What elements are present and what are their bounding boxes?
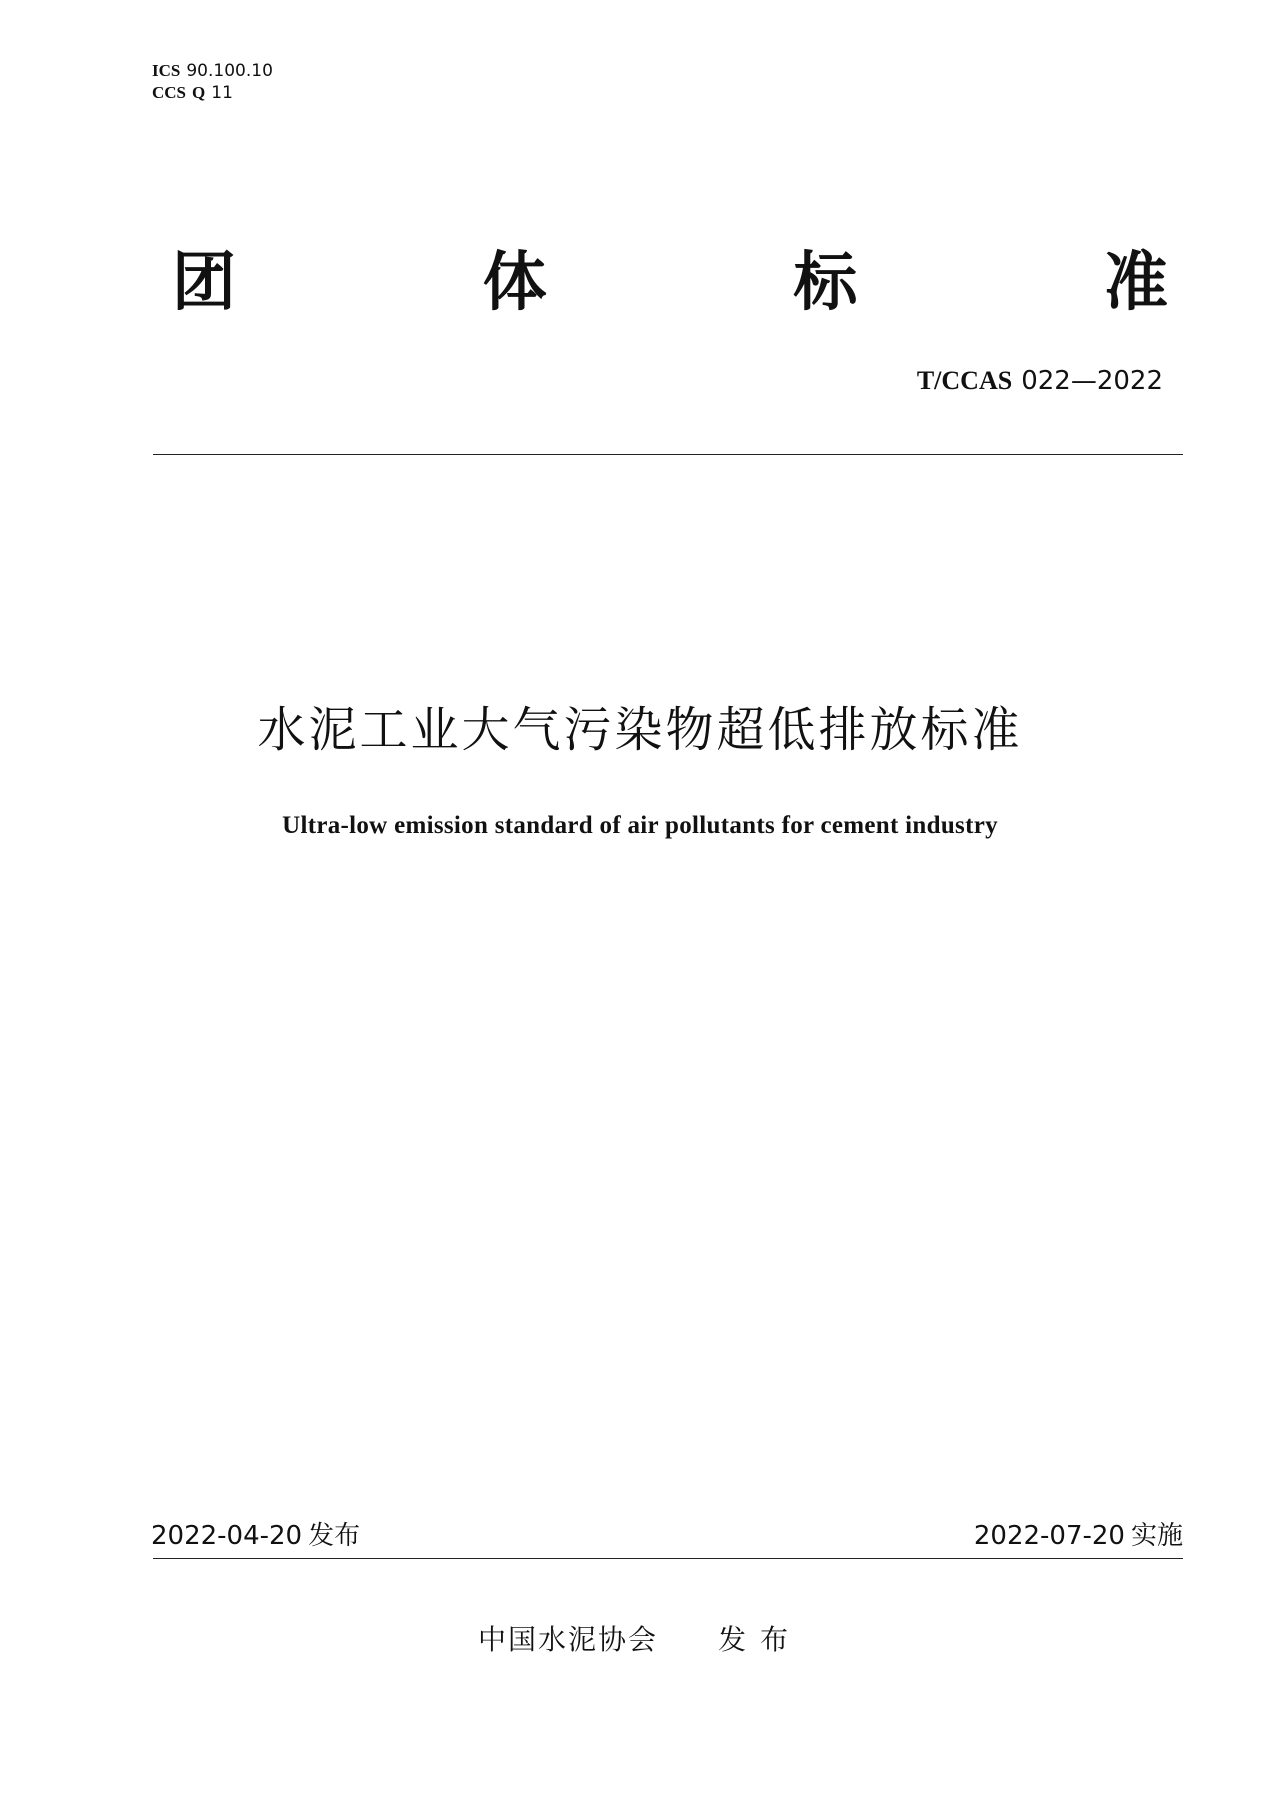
standard-type-char: 体	[482, 246, 547, 320]
ics-value: 90.100.10	[186, 61, 273, 81]
standard-number	[917, 365, 1163, 397]
standard-number-code: 022—2022	[1021, 366, 1163, 396]
ccs-value-letter: Q	[192, 83, 206, 102]
implement-label: 实施	[1130, 1521, 1183, 1551]
standard-type-heading	[172, 243, 1168, 323]
standard-type-char: 准	[1103, 246, 1168, 320]
ccs-line	[152, 82, 273, 104]
standard-type-char: 标	[793, 246, 858, 320]
ccs-value-number: 11	[211, 83, 233, 103]
english-title: Ultra-low emission standard of air pollutants for cement industry	[282, 812, 998, 839]
chinese-title: 水泥工业大气污染物超低排放标准	[257, 702, 1023, 758]
publisher-name: 中国水泥协会	[477, 1623, 658, 1656]
classification-codes	[152, 60, 273, 104]
publish-label: 发布	[308, 1521, 361, 1551]
standard-number-prefix: T/CCAS	[916, 366, 1013, 395]
top-divider	[153, 454, 1183, 455]
implement-date-line	[974, 1520, 1183, 1552]
publish-date-line	[151, 1520, 360, 1552]
bottom-divider	[153, 1558, 1183, 1559]
publisher-action: 发布	[718, 1623, 803, 1656]
ics-line	[152, 60, 273, 82]
ccs-label: CCS	[152, 83, 187, 102]
ics-label: ICS	[152, 61, 181, 80]
publisher-line	[0, 1622, 1280, 1658]
standard-type-char: 团	[172, 246, 236, 320]
publish-date: 2022-04-20	[151, 1521, 303, 1551]
implement-date: 2022-07-20	[973, 1521, 1125, 1551]
